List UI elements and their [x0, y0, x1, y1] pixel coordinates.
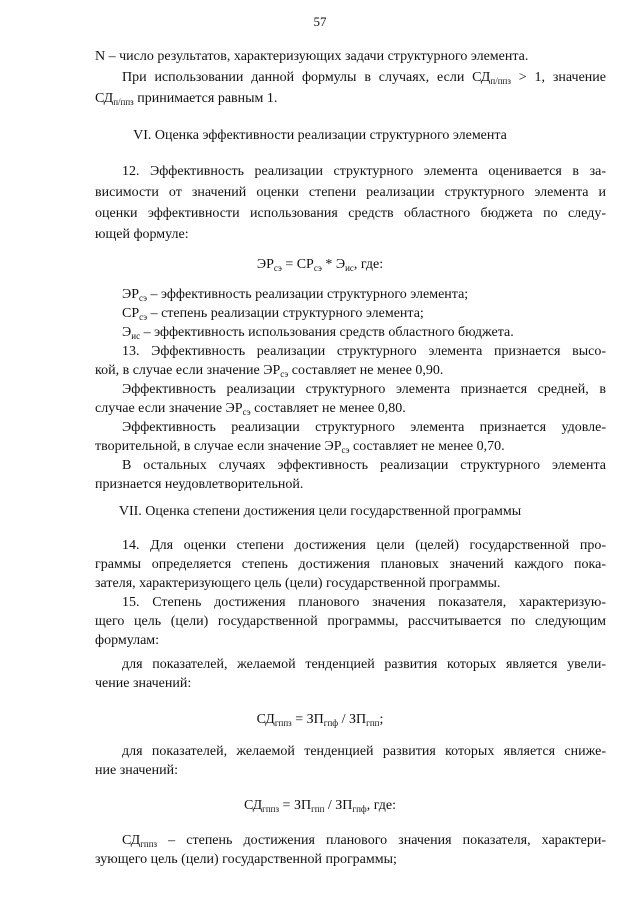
- text-run: 13. Эффективность реализации структурного элемента признается высо-: [122, 344, 606, 359]
- text-run: VII. Оценка степени достижения цели государственной программы: [118, 504, 522, 519]
- text-line: [122, 832, 606, 849]
- subscript: гппз: [140, 839, 158, 849]
- text-run: ЭР: [256, 257, 274, 272]
- text-line: [0, 797, 640, 814]
- text-line: [0, 256, 640, 273]
- subscript: гпф: [323, 718, 339, 728]
- text-line: [95, 400, 406, 417]
- text-run: ние значений:: [95, 763, 178, 778]
- subscript: сэ: [242, 407, 251, 417]
- text-run: щего цель (цели) государственной программы, рассчитывается по следующим: [95, 614, 606, 629]
- text-run: творительной, в случае если значение ЭР: [95, 439, 342, 454]
- text-run: – эффективность использования средств областного бюджета.: [140, 325, 514, 340]
- text-line: [95, 184, 606, 201]
- text-run: > 1, значение: [510, 70, 607, 85]
- text-run: СД: [243, 798, 263, 813]
- text-run: , где:: [353, 257, 384, 272]
- text-run: 14. Для оценки степени достижения цели (целей) государственной про-: [122, 538, 606, 553]
- text-run: составляет не менее 0,70.: [349, 439, 505, 454]
- text-line: [95, 48, 528, 65]
- text-run: VI. Оценка эффективности реализации структурного элемента: [133, 128, 507, 143]
- subscript: сэ: [280, 369, 289, 379]
- text-line: [95, 675, 191, 692]
- subscript: п/ппз: [490, 76, 511, 86]
- text-line: [122, 305, 424, 322]
- text-run: / ЗП: [338, 712, 367, 727]
- text-run: СД: [256, 712, 275, 727]
- text-run: ющей формуле:: [95, 227, 189, 242]
- text-run: * Э: [321, 257, 346, 272]
- subscript: сэ: [139, 293, 147, 303]
- text-line: [95, 851, 397, 868]
- text-run: – эффективность реализации структурного элемента;: [147, 287, 469, 302]
- text-line: [95, 575, 500, 592]
- subscript: гппз: [262, 804, 280, 814]
- text-run: принимается равным 1.: [133, 91, 278, 106]
- subscript: гпп: [311, 804, 325, 814]
- text-run: для показателей, желаемой тенденцией развития которых является увели-: [122, 657, 606, 672]
- text-line: [122, 457, 606, 474]
- text-line: [95, 613, 606, 630]
- text-run: = СР: [281, 257, 314, 272]
- subscript: сэ: [139, 312, 148, 322]
- text-run: Э: [122, 325, 132, 340]
- text-run: ЭР: [122, 287, 140, 302]
- page-number: 57: [313, 14, 327, 29]
- text-line: [0, 503, 640, 520]
- text-line: [95, 362, 443, 379]
- text-line: [95, 476, 303, 493]
- text-run: оценки эффективности использования средств областного бюджета по следу-: [95, 206, 606, 221]
- text-run: висимости от значений оценки степени реализации структурного элемента и: [95, 185, 606, 200]
- text-line: [122, 419, 606, 436]
- text-line: [0, 127, 640, 144]
- subscript: сэ: [341, 445, 350, 455]
- text-line: [95, 205, 606, 222]
- text-run: зующего цель (цели) государственной программы;: [95, 852, 397, 867]
- subscript: ис: [131, 331, 141, 341]
- text-run: кой, в случае если значение ЭР: [95, 363, 281, 378]
- text-line: [122, 324, 514, 341]
- text-run: – степень достижения планового значения показателя, характери-: [157, 833, 606, 848]
- text-run: = ЗП: [291, 712, 324, 727]
- text-line: [122, 537, 606, 554]
- text-run: формулам:: [95, 633, 160, 648]
- text-line: [95, 90, 277, 107]
- text-run: В остальных случаях эффективность реализации структурного элемента: [122, 458, 606, 473]
- text-line: [0, 711, 640, 728]
- subscript: гпф: [352, 804, 367, 814]
- text-run: = ЗП: [279, 798, 312, 813]
- text-run: граммы определяется степень достижения плановых значений каждого пока-: [95, 557, 606, 572]
- text-run: При использовании данной формулы в случаях, если СД: [122, 70, 491, 85]
- text-line: [122, 656, 606, 673]
- text-run: для показателей, желаемой тенденцией развития которых является сниже-: [122, 744, 606, 759]
- text-run: , где:: [366, 798, 397, 813]
- text-run: / ЗП: [324, 798, 353, 813]
- text-line: [95, 762, 178, 779]
- text-run: – степень реализации структурного элемента;: [147, 306, 424, 321]
- text-run: Эффективность реализации структурного элемента признается средней, в: [122, 382, 606, 397]
- text-run: СР: [122, 306, 140, 321]
- text-run: признается неудовлетворительной.: [95, 477, 304, 492]
- text-line: [122, 286, 468, 303]
- text-line: [122, 381, 606, 398]
- text-run: случае если значение ЭР: [95, 401, 243, 416]
- text-line: [122, 163, 606, 180]
- text-line: [122, 69, 606, 86]
- text-run: составляет не менее 0,80.: [250, 401, 406, 416]
- text-run: 12. Эффективность реализации структурного элемента оценивается в за-: [122, 164, 606, 179]
- subscript: п/ппз: [113, 97, 134, 107]
- text-line: [122, 743, 606, 760]
- text-line: [122, 594, 606, 611]
- text-line: [95, 632, 159, 649]
- text-run: СД: [95, 91, 114, 106]
- text-line: [95, 556, 606, 573]
- subscript: сэ: [273, 263, 282, 273]
- text-run: ;: [379, 712, 384, 727]
- subscript: гпп: [366, 718, 380, 728]
- text-line: [95, 226, 189, 243]
- text-run: зателя, характеризующего цель (цели) государственной программы.: [95, 576, 501, 591]
- text-run: составляет не менее 0,90.: [288, 363, 444, 378]
- subscript: сэ: [313, 263, 322, 273]
- subscript: ис: [345, 263, 354, 273]
- text-run: СД: [122, 833, 141, 848]
- text-run: Эффективность реализации структурного элемента признается удовле-: [122, 420, 606, 435]
- subscript: гппз: [274, 718, 292, 728]
- text-run: 15. Степень достижения планового значения показателя, характеризую-: [122, 595, 606, 610]
- text-run: чение значений:: [95, 676, 192, 691]
- text-line: [122, 343, 606, 360]
- text-run: N – число результатов, характеризующих задачи структурного элемента.: [95, 49, 529, 64]
- text-line: [95, 438, 505, 455]
